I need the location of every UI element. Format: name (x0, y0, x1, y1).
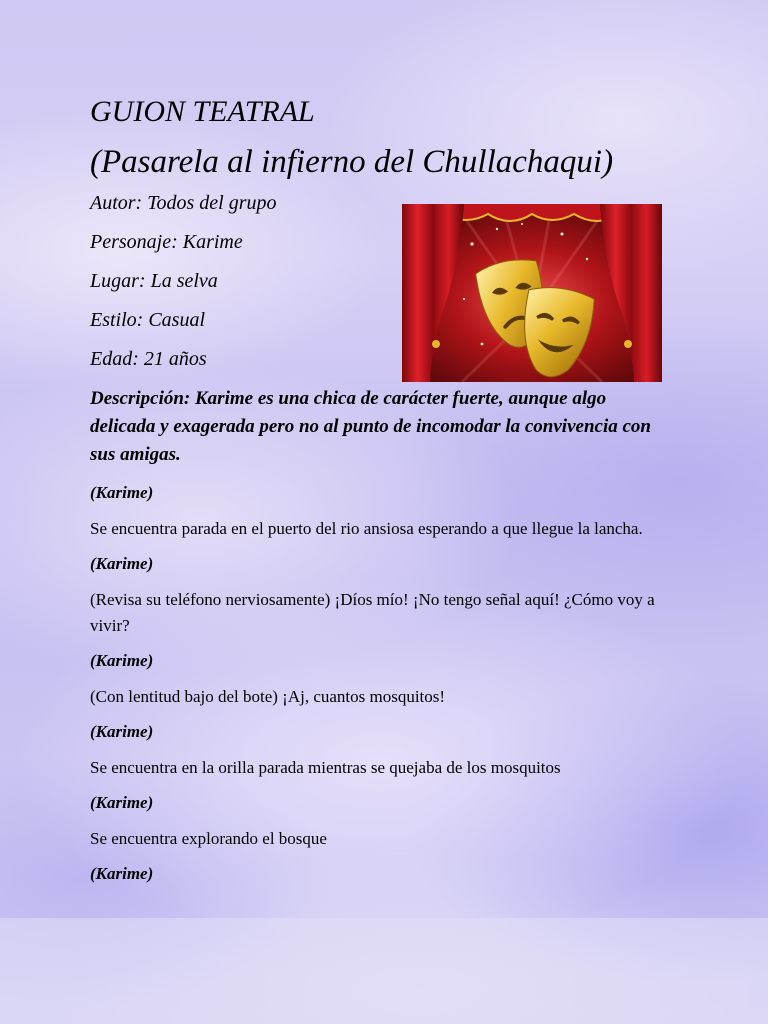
speaker-label: (Karime) (90, 722, 154, 741)
speaker-label: (Karime) (90, 483, 154, 502)
stage-line: Se encuentra explorando el bosque (90, 829, 327, 848)
meta-character: Personaje: Karime (90, 231, 243, 253)
speaker-label: (Karime) (90, 793, 154, 812)
speaker-label: (Karime) (90, 554, 154, 573)
page-bottom-band (0, 918, 768, 1024)
meta-age: Edad: 21 años (90, 348, 207, 370)
meta-author: Autor: Todos del grupo (90, 192, 277, 214)
stage-line: Se encuentra parada en el puerto del rio ansiosa esperando a que llegue la lancha. (90, 519, 643, 538)
stage-line: (Con lentitud bajo del bote) ¡Aj, cuantos mosquitos! (90, 687, 446, 706)
document-title: GUION TEATRAL (90, 95, 315, 128)
speaker-label: (Karime) (90, 651, 154, 670)
meta-style: Estilo: Casual (90, 309, 206, 331)
theater-masks-curtain-icon (402, 204, 662, 382)
stage-line: (Revisa su teléfono nerviosamente) ¡Díos mío! ¡No tengo señal aquí! ¿Cómo voy a vivir? (90, 590, 655, 635)
meta-location: Lugar: La selva (90, 270, 218, 292)
speaker-label: (Karime) (90, 864, 154, 883)
character-description: Descripción: Karime es una chica de carácter fuerte, aunque algo delicada y exagerada pero no al punto de incomodar la convivencia con sus amigas. (90, 388, 651, 465)
document-subtitle: (Pasarela al infierno del Chullachaqui) (90, 144, 614, 180)
stage-line: Se encuentra en la orilla parada mientras se quejaba de los mosquitos (90, 758, 561, 777)
